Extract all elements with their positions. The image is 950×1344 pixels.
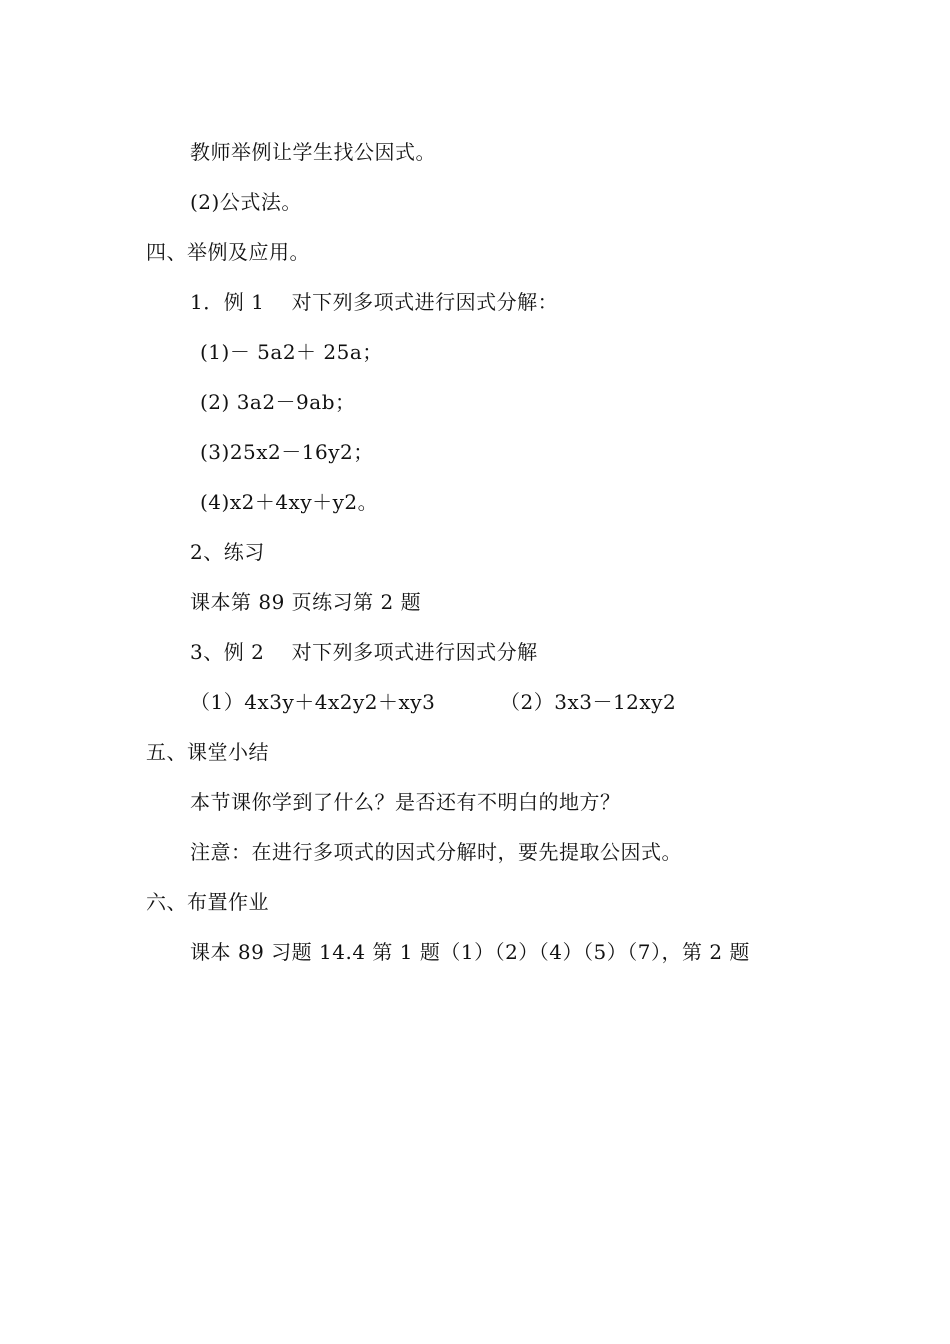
section-heading: 五、课堂小结 [146, 740, 269, 764]
exercise-item: (3)25x2－16y2； [200, 440, 374, 464]
text-line: 课本第 89 页练习第 2 题 [190, 590, 422, 614]
exercise-item: （2）3x3－12xy2 [500, 690, 677, 714]
section-heading: 六、布置作业 [146, 890, 269, 914]
text-line: 2、练习 [190, 540, 265, 564]
section-heading: 四、举例及应用。 [146, 240, 310, 264]
text-line: 注意：在进行多项式的因式分解时，要先提取公因式。 [190, 840, 682, 864]
text-line: (2)公式法。 [190, 190, 302, 214]
exercise-item: (1)－ 5a2＋ 25a； [200, 340, 383, 364]
text-line: 本节课你学到了什么？是否还有不明白的地方？ [190, 790, 621, 814]
example-heading: 3、例 2 对下列多项式进行因式分解 [190, 640, 538, 664]
text-line: 课本 89 习题 14.4 第 1 题（1）（2）（4）（5）（7），第 2 题 [190, 940, 750, 964]
text-line: 教师举例让学生找公因式。 [190, 140, 436, 164]
exercise-item: (4)x2＋4xy＋y2。 [200, 490, 379, 514]
example-heading: 1．例 1 对下列多项式进行因式分解： [190, 290, 559, 314]
exercise-item: (2) 3a2－9ab； [200, 390, 356, 414]
exercise-item: （1）4x3y＋4x2y2＋xy3 [190, 690, 436, 714]
